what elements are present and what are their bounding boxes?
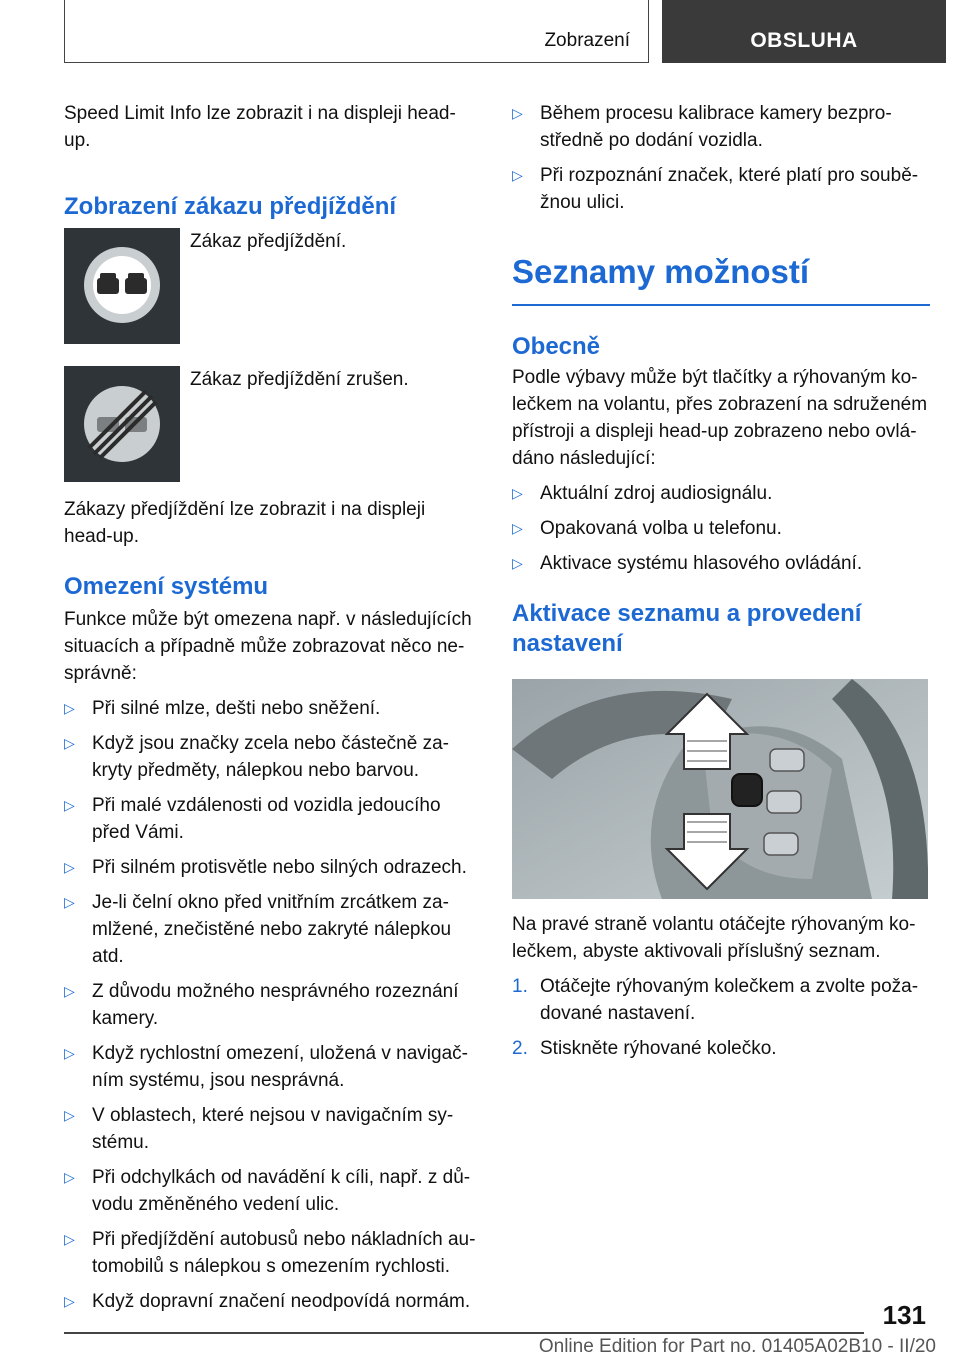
steering-wheel-image [512,679,930,899]
heading-overtake: Zobrazení zákazu předjíždění [64,193,397,220]
chapter-tab[interactable]: OBSLUHA [662,0,946,63]
list-item: ▷ Během procesu kalibrace kamery bezpro‐středně po dodání vozidla. [512,100,930,154]
sign1-label: Zákaz předjíždění. [190,231,347,252]
no-overtaking-sign-image [64,228,180,344]
bullet-icon: ▷ [64,894,75,910]
end-no-overtaking-sign-image [64,366,180,482]
bullet-icon: ▷ [64,1293,75,1309]
page-number: 131 [882,1300,926,1330]
step-number: 2. [512,1038,528,1059]
list-item: ▷ Aktuální zdroj audiosignálu. [512,480,930,507]
list-item: ▷ V oblastech, které nejsou v navigačním sy‐stému. [64,1102,476,1156]
heading-activate: Aktivace seznamu a provedení nastavení [512,600,862,657]
sign-no-overtaking-row [64,228,476,344]
bullet-icon: ▷ [512,167,523,183]
overtake-note: Zákazy předjíždění lze zobrazit i na displeji head‐up. [64,499,426,547]
list-item: ▷ Je-li čelní okno před vnitřním zrcátkem za‐mlžené, znečistěné nebo zakryté nálepkou atd. [64,889,476,970]
heading-general: Obecně [512,333,601,360]
bullet-icon: ▷ [64,735,75,751]
right-column [512,100,930,1062]
list-item: ▷ Při silné mlze, dešti nebo sněžení. [64,695,476,722]
list-item: ▷ Z důvodu možného nesprávného rozeznání kamery. [64,978,476,1032]
list-item: ▷ Při malé vzdálenosti od vozidla jedoucího před Vámi. [64,792,476,846]
header-frame [64,0,649,63]
sign2-label: Zákaz předjíždění zrušen. [190,369,409,390]
footer-rule [64,1332,864,1334]
list-item: ▷ Když dopravní značení neodpovídá normám. [64,1288,476,1315]
heading-option-lists: Seznamy možností [512,253,810,290]
bullet-icon: ▷ [64,797,75,813]
general-paragraph: Podle výbavy může být tlačítky a rýhovaným ko‐lečkem na volantu, přes zobrazení na sdruženém přístroji a displeji head-up zobrazeno nebo ovlá‐dáno následující: [512,367,928,469]
bullet-icon: ▷ [64,983,75,999]
step-number: 1. [512,976,528,997]
list-item: ▷ Když rychlostní omezení, uložená v navigač‐ním systému, jsou nesprávná. [64,1040,476,1094]
bullet-icon: ▷ [512,485,523,501]
bullet-icon: ▷ [512,555,523,571]
bullet-icon: ▷ [512,105,523,121]
list-item: ▷ Při odchylkách od navádění k cíli, např. z dů‐vodu změněného vedení ulic. [64,1164,476,1218]
list-item: ▷ Aktivace systému hlasového ovládání. [512,550,930,577]
sign-end-overtaking-row [64,366,476,482]
list-item: ▷ Při předjíždění autobusů nebo nákladních au‐tomobilů s nálepkou s omezením rychlosti. [64,1226,476,1280]
list-item: 1. Otáčejte rýhovaným kolečkem a zvolte poža‐dované nastavení. [512,973,930,1027]
bullet-icon: ▷ [64,1231,75,1247]
bullet-icon: ▷ [64,1169,75,1185]
list-item: ▷ Při rozpoznání značek, které platí pro soubě‐žnou ulici. [512,162,930,216]
list-item: ▷ Při silném protisvětle nebo silných odrazech. [64,854,476,881]
bullet-icon: ▷ [64,1107,75,1123]
limits-list [64,695,476,1315]
heading-rule [512,304,930,306]
list-item: ▷ Opakovaná volba u telefonu. [512,515,930,542]
activate-paragraph: Na pravé straně volantu otáčejte rýhovaným ko‐lečkem, abyste aktivovali příslušný seznam. [512,914,916,962]
intro-paragraph: Speed Limit Info lze zobrazit i na displeji head‐up. [64,103,456,151]
general-list [512,480,930,577]
bullet-icon: ▷ [512,520,523,536]
heading-system-limits: Omezení systému [64,573,269,600]
list-item: ▷ Když jsou značky zcela nebo částečně za‐kryty předměty, nálepkou nebo barvou. [64,730,476,784]
list-item: 2. Stiskněte rýhované kolečko. [512,1035,930,1062]
limits-list-continued [512,100,930,216]
left-column [64,100,476,1315]
bullet-icon: ▷ [64,859,75,875]
steps-list [512,973,930,1062]
bullet-icon: ▷ [64,700,75,716]
section-title: Zobrazení [544,30,630,51]
bullet-icon: ▷ [64,1045,75,1061]
edition-footer: Online Edition for Part no. 01405A02B10 - II/20 [538,1336,936,1357]
limits-intro: Funkce může být omezena např. v následujících situacích a případně může zobrazovat něco ne‐správně: [64,609,472,684]
